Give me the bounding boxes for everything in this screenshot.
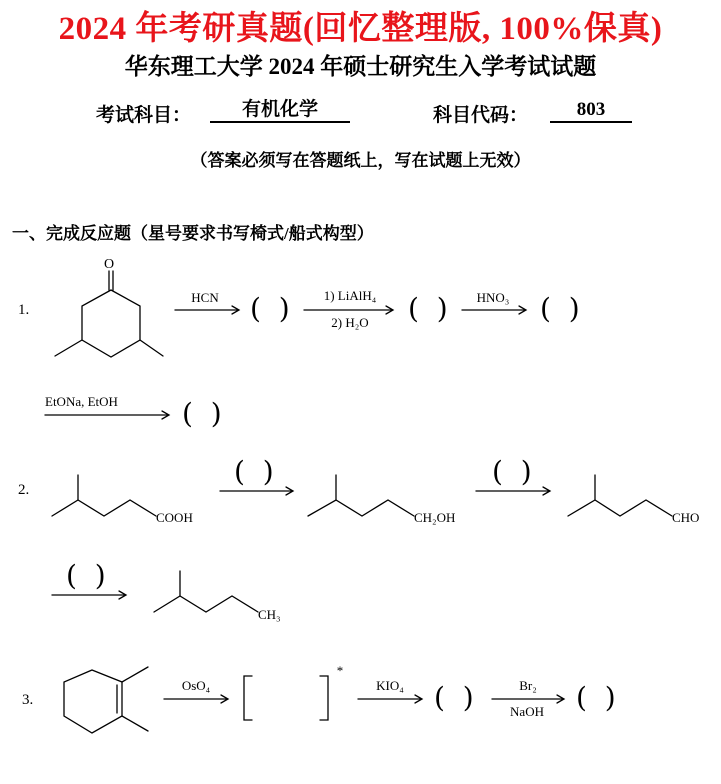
answer-blank: ( ): [182, 397, 222, 430]
code-label: 科目代码：: [433, 105, 529, 126]
oxygen-atom-label: O: [104, 257, 115, 272]
q2-alkane-structure: [154, 571, 258, 612]
q2-alcohol-structure: [308, 475, 414, 516]
question-number-3: 3.: [22, 692, 34, 708]
answer-blank: ( ): [408, 292, 448, 325]
q3-reagent-oso4: OsO₄: [181, 678, 211, 693]
answer-blank: ( ): [234, 455, 274, 488]
promo-banner: 2024 年考研真题(回忆整理版, 100%保真): [58, 11, 663, 47]
answer-blank: ( ): [492, 455, 532, 488]
q1-reactant-structure: [55, 271, 163, 357]
q3-reagent-br2: Br₂: [519, 678, 537, 693]
q1-reagent-h2o: 2) H₂O: [331, 315, 369, 330]
q1-reagent-hcn: HCN: [191, 290, 219, 305]
subject-label: 考试科目：: [96, 105, 192, 126]
q3-intermediate-brackets: [244, 676, 328, 720]
answer-blank: ( ): [250, 292, 290, 325]
answer-note: （答案必须写在答题纸上，写在试题上无效）: [190, 151, 531, 170]
group-ch2oh: CH₂OH: [414, 510, 456, 525]
q3-reagent-naoh: NaOH: [510, 704, 544, 719]
section-title: 一、完成反应题（星号要求书写椅式/船式构型）: [12, 224, 374, 243]
question-number-1: 1.: [18, 302, 30, 318]
q1-reagent-etona: EtONa, EtOH: [45, 394, 118, 409]
group-cooh: COOH: [156, 510, 193, 525]
answer-blank: ( ): [66, 559, 106, 592]
q3-reactant-structure: [64, 667, 148, 733]
code-value: 803: [550, 99, 632, 123]
q3-arrows: [164, 695, 564, 703]
exam-title: 华东理工大学 2024 年硕士研究生入学考试试题: [124, 54, 597, 79]
group-cho: CHO: [672, 510, 700, 525]
q2-arrows: [52, 487, 550, 599]
group-ch3: CH₃: [258, 607, 281, 622]
q1-reagent-lialh4: 1) LiAlH₄: [323, 288, 377, 303]
q2-acid-structure: [52, 475, 156, 516]
q2-aldehyde-structure: [568, 475, 672, 516]
q1-reagent-hno3: HNO₃: [476, 290, 510, 305]
stereo-star: *: [336, 663, 344, 678]
answer-blank: ( ): [576, 681, 616, 714]
answer-blank: ( ): [540, 292, 580, 325]
question-number-2: 2.: [18, 482, 30, 498]
answer-blank: ( ): [434, 681, 474, 714]
q3-reagent-kio4: KIO₄: [376, 678, 404, 693]
subject-value: 有机化学: [210, 99, 350, 123]
